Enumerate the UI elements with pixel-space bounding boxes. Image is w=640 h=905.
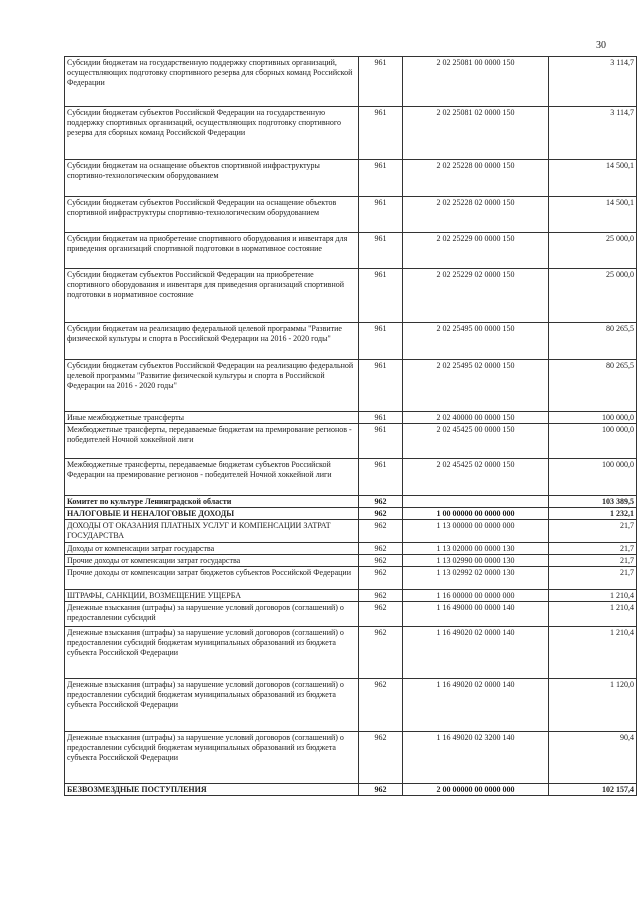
row-amount: 21,7 [549, 555, 637, 567]
row-admin-code: 962 [359, 555, 403, 567]
row-description: БЕЗВОЗМЕЗДНЫЕ ПОСТУПЛЕНИЯ [65, 784, 359, 796]
table-row [65, 679, 637, 732]
row-amount: 1 210,4 [549, 590, 637, 602]
table-row [65, 107, 637, 160]
row-amount: 3 114,7 [549, 107, 637, 160]
row-description: Доходы от компенсации затрат государства [65, 543, 359, 555]
row-budget-code: 2 02 25081 02 0000 150 [403, 107, 549, 160]
table-row [65, 424, 637, 459]
row-budget-code [403, 496, 549, 508]
row-admin-code: 962 [359, 602, 403, 627]
row-description: Субсидии бюджетам субъектов Российской Федерации на оснащение объектов спортивной инфраструктуры спортивно-технологическим оборудованием [65, 197, 359, 233]
row-admin-code: 962 [359, 520, 403, 543]
row-budget-code: 1 13 02000 00 0000 130 [403, 543, 549, 555]
row-admin-code: 961 [359, 424, 403, 459]
revenue-table-body [65, 57, 637, 796]
row-description: Субсидии бюджетам на приобретение спортивного оборудования и инвентаря для приведения организаций спортивной подготовки в нормативное состояние [65, 233, 359, 269]
row-budget-code: 2 02 25495 00 0000 150 [403, 323, 549, 360]
row-admin-code: 961 [359, 459, 403, 496]
row-amount: 25 000,0 [549, 233, 637, 269]
table-row [65, 459, 637, 496]
table-row [65, 602, 637, 627]
row-amount: 14 500,1 [549, 160, 637, 197]
table-row [65, 496, 637, 508]
table-row [65, 323, 637, 360]
row-budget-code: 1 00 00000 00 0000 000 [403, 508, 549, 520]
row-admin-code: 961 [359, 57, 403, 107]
row-admin-code: 962 [359, 567, 403, 590]
row-description: Межбюджетные трансферты, передаваемые бюджетам на премирование регионов - победителей Ночной хоккейной лиги [65, 424, 359, 459]
row-description: Денежные взыскания (штрафы) за нарушение условий договоров (соглашений) о предоставлении субсидий бюджетам муниципальных образований из бюджета субъекта Российской Федерации [65, 627, 359, 679]
table-row [65, 543, 637, 555]
row-description: Субсидии бюджетам субъектов Российской Федерации на приобретение спортивного оборудования и инвентаря для приведения организаций спортивной подготовки в нормативное состояние [65, 269, 359, 323]
row-amount: 1 210,4 [549, 627, 637, 679]
row-admin-code: 961 [359, 412, 403, 424]
table-row [65, 520, 637, 543]
row-budget-code: 2 02 25228 00 0000 150 [403, 160, 549, 197]
row-description: Прочие доходы от компенсации затрат бюджетов субъектов Российской Федерации [65, 567, 359, 590]
row-amount: 80 265,5 [549, 323, 637, 360]
row-description: Субсидии бюджетам на государственную поддержку спортивных организаций, осуществляющих подготовку спортивного резерва для сборных команд Российской Федерации [65, 57, 359, 107]
row-admin-code: 962 [359, 784, 403, 796]
row-amount: 21,7 [549, 567, 637, 590]
row-amount: 100 000,0 [549, 459, 637, 496]
row-admin-code: 962 [359, 496, 403, 508]
row-description: Денежные взыскания (штрафы) за нарушение условий договоров (соглашений) о предоставлении субсидий [65, 602, 359, 627]
row-budget-code: 1 16 49020 02 0000 140 [403, 627, 549, 679]
row-description: Субсидии бюджетам субъектов Российской Федерации на реализацию федеральной целевой программы "Развитие физической культуры и спорта в Российской Федерации на 2016 - 2020 годы" [65, 360, 359, 412]
row-admin-code: 962 [359, 732, 403, 784]
row-budget-code: 2 02 40000 00 0000 150 [403, 412, 549, 424]
row-budget-code: 2 02 25081 00 0000 150 [403, 57, 549, 107]
table-row [65, 57, 637, 107]
row-admin-code: 962 [359, 508, 403, 520]
table-row [65, 627, 637, 679]
row-admin-code: 962 [359, 627, 403, 679]
table-row [65, 233, 637, 269]
row-budget-code: 2 02 25228 02 0000 150 [403, 197, 549, 233]
row-admin-code: 961 [359, 360, 403, 412]
row-description: ДОХОДЫ ОТ ОКАЗАНИЯ ПЛАТНЫХ УСЛУГ И КОМПЕНСАЦИИ ЗАТРАТ ГОСУДАРСТВА [65, 520, 359, 543]
row-budget-code: 1 13 00000 00 0000 000 [403, 520, 549, 543]
row-description: Субсидии бюджетам на реализацию федеральной целевой программы "Развитие физической культуры и спорта в Российской Федерации на 2016 - 2020 годы" [65, 323, 359, 360]
row-admin-code: 961 [359, 323, 403, 360]
table-row [65, 360, 637, 412]
row-amount: 25 000,0 [549, 269, 637, 323]
row-description: Денежные взыскания (штрафы) за нарушение условий договоров (соглашений) о предоставлении субсидий бюджетам муниципальных образований из бюджета субъекта Российской Федерации [65, 732, 359, 784]
table-row [65, 412, 637, 424]
row-budget-code: 1 16 00000 00 0000 000 [403, 590, 549, 602]
row-budget-code: 1 13 02992 02 0000 130 [403, 567, 549, 590]
row-budget-code: 2 02 25229 02 0000 150 [403, 269, 549, 323]
row-description: Межбюджетные трансферты, передаваемые бюджетам субъектов Российской Федерации на премирование регионов - победителей Ночной хоккейной лиги [65, 459, 359, 496]
row-description: Субсидии бюджетам на оснащение объектов спортивной инфраструктуры спортивно-технологическим оборудованием [65, 160, 359, 197]
table-row [65, 784, 637, 796]
row-budget-code: 2 02 25495 02 0000 150 [403, 360, 549, 412]
row-budget-code: 2 00 00000 00 0000 000 [403, 784, 549, 796]
row-admin-code: 962 [359, 679, 403, 732]
row-budget-code: 1 13 02990 00 0000 130 [403, 555, 549, 567]
table-row [65, 590, 637, 602]
row-budget-code: 2 02 25229 00 0000 150 [403, 233, 549, 269]
row-amount: 21,7 [549, 520, 637, 543]
row-amount: 21,7 [549, 543, 637, 555]
table-row [65, 197, 637, 233]
row-amount: 1 232,1 [549, 508, 637, 520]
row-admin-code: 961 [359, 107, 403, 160]
row-admin-code: 961 [359, 197, 403, 233]
row-description: Комитет по культуре Ленинградской области [65, 496, 359, 508]
row-description: Субсидии бюджетам субъектов Российской Федерации на государственную поддержку спортивных организаций, осуществляющих подготовку спортивного резерва для сборных команд Российской Федерации [65, 107, 359, 160]
row-admin-code: 961 [359, 233, 403, 269]
row-budget-code: 1 16 49020 02 3200 140 [403, 732, 549, 784]
row-description: НАЛОГОВЫЕ И НЕНАЛОГОВЫЕ ДОХОДЫ [65, 508, 359, 520]
row-amount: 100 000,0 [549, 412, 637, 424]
row-amount: 14 500,1 [549, 197, 637, 233]
row-budget-code: 1 16 49020 02 0000 140 [403, 679, 549, 732]
row-amount: 100 000,0 [549, 424, 637, 459]
row-budget-code: 1 16 49000 00 0000 140 [403, 602, 549, 627]
row-admin-code: 962 [359, 543, 403, 555]
page-number: 30 [596, 40, 606, 51]
row-description: Прочие доходы от компенсации затрат государства [65, 555, 359, 567]
table-row [65, 160, 637, 197]
table-row [65, 269, 637, 323]
row-admin-code: 961 [359, 269, 403, 323]
row-description: Иные межбюджетные трансферты [65, 412, 359, 424]
row-amount: 103 389,5 [549, 496, 637, 508]
row-amount: 1 120,0 [549, 679, 637, 732]
row-description: ШТРАФЫ, САНКЦИИ, ВОЗМЕЩЕНИЕ УЩЕРБА [65, 590, 359, 602]
revenue-table [64, 56, 637, 796]
row-admin-code: 962 [359, 590, 403, 602]
row-budget-code: 2 02 45425 02 0000 150 [403, 459, 549, 496]
row-amount: 1 210,4 [549, 602, 637, 627]
row-budget-code: 2 02 45425 00 0000 150 [403, 424, 549, 459]
table-row [65, 508, 637, 520]
row-description: Денежные взыскания (штрафы) за нарушение условий договоров (соглашений) о предоставлении субсидий бюджетам муниципальных образований из бюджета субъекта Российской Федерации [65, 679, 359, 732]
row-amount: 102 157,4 [549, 784, 637, 796]
row-amount: 3 114,7 [549, 57, 637, 107]
table-row [65, 732, 637, 784]
table-row [65, 555, 637, 567]
table-row [65, 567, 637, 590]
row-amount: 80 265,5 [549, 360, 637, 412]
row-amount: 90,4 [549, 732, 637, 784]
row-admin-code: 961 [359, 160, 403, 197]
